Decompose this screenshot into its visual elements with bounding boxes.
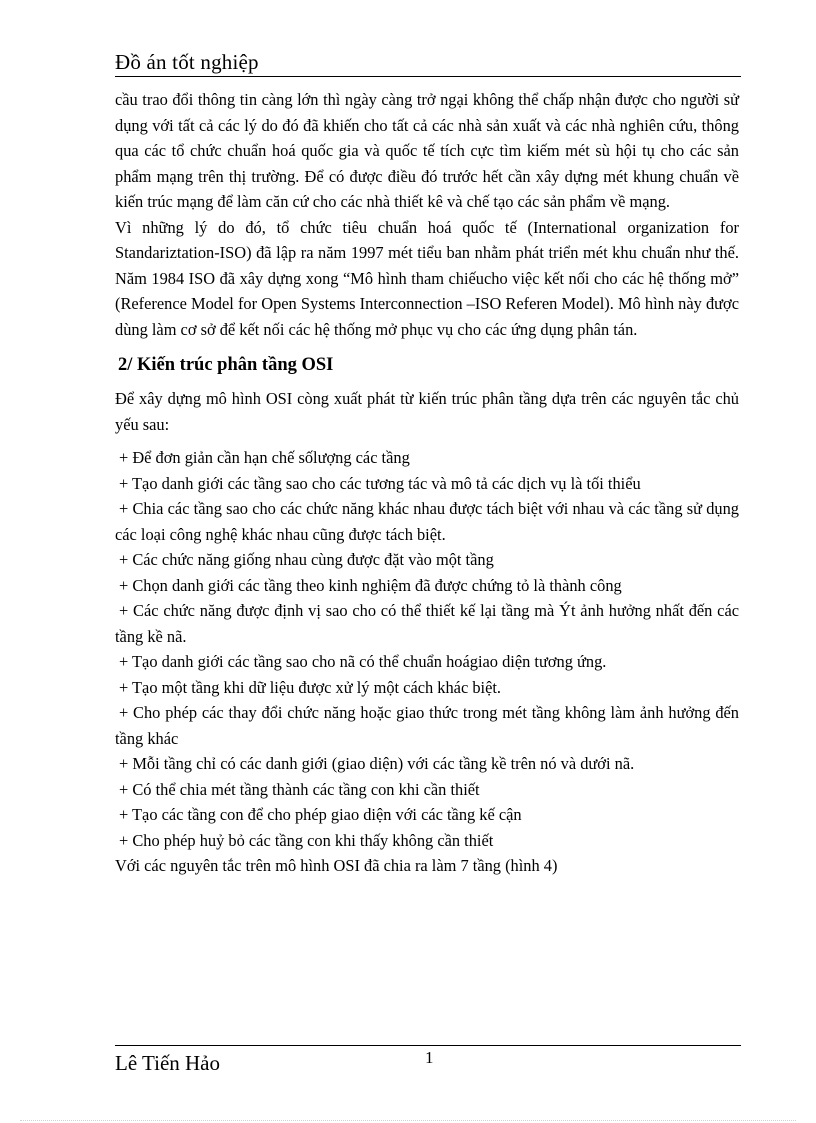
document-body [115, 87, 739, 879]
intro-paragraph-1: cầu trao đổi thông tin càng lớn thì ngày càng trở ngại không thể chấp nhận được cho người sử dụng với tất cả các lý do đó đã khiến cho tất cả các nhà sản xuất và các nhà nghiên cứu, thông qua các tổ chức chuẩn hoá quốc gia và quốc tế tích cực tìm kiếm mét sù hội tụ cho các sản phẩm mạng trên thị trường. Để có được điều đó trước hết cần xây dựng mét khung chuẩn về kiến trúc mạng để làm căn cứ cho các nhà thiết kê và chế tạo các sản phẩm về mạng. [115, 90, 739, 211]
footer-rule [115, 1045, 741, 1046]
list-item: + Để đơn giản cần hạn chế sốlượng các tầng [119, 448, 410, 467]
page-edge-divider [20, 1120, 796, 1121]
section-heading: 2/ Kiến trúc phân tầng OSI [118, 355, 334, 375]
list-item: + Có thể chia mét tầng thành các tầng con khi cần thiết [119, 779, 480, 799]
list-item: + Tạo danh giới các tầng sao cho các tương tác và mô tả các dịch vụ là tối thiểu [119, 473, 641, 493]
list-item: + Tạo danh giới các tầng sao cho nã có thể chuẩn hoágiao diện tương ứng. [119, 652, 607, 671]
header-rule [115, 76, 741, 77]
section-lead: Để xây dựng mô hình OSI còng xuất phát từ kiến trúc phân tầng dựa trên các nguyên tắc chủ yếu sau: [115, 389, 739, 434]
list-item: + Tạo một tầng khi dữ liệu được xử lý một cách khác biệt. [119, 677, 502, 697]
page-number: 1 [425, 1048, 434, 1067]
list-item: + Cho phép các thay đổi chức năng hoặc giao thức trong mét tầng không làm ảnh hưởng đến tầng khác [115, 703, 739, 748]
header-title: Đồ án tốt nghiệp [115, 50, 259, 74]
list-item: + Cho phép huỷ bỏ các tầng con khi thấy không cần thiết [119, 830, 494, 850]
list-item: + Các chức năng giống nhau cùng được đặt vào một tầng [119, 550, 494, 569]
list-item: + Chọn danh giới các tầng theo kinh nghiệm đã được chứng tỏ là thành công [119, 575, 622, 595]
intro-paragraph-2: Vì những lý do đó, tổ chức tiêu chuẩn hoá quốc tế (International organization for Standariztation-ISO) đã lập ra năm 1997 mét tiểu ban nhằm phát triển mét khu chuẩn như thế. Năm 1984 ISO đã xây dựng xong “Mô hình tham chiếucho việc kết nối cho các hệ thống mở” (Reference Model for Open Systems Interconnection –ISO Referen Model). Mô hình này được dùng làm cơ sở để kết nối các hệ thống mở phục vụ cho các ứng dụng phân tán. [115, 217, 739, 339]
footer-author: Lê Tiến Hảo [115, 1051, 220, 1075]
list-item: + Chia các tầng sao cho các chức năng khác nhau được tách biệt với nhau và các tầng sử dụng các loại công nghệ khác nhau cũng được tách biệt. [115, 499, 739, 544]
closing-paragraph: Với các nguyên tắc trên mô hình OSI đã chia ra làm 7 tầng (hình 4) [115, 856, 558, 875]
page-header [115, 50, 741, 74]
principles-list [115, 445, 739, 853]
list-item: + Các chức năng được định vị sao cho có thể thiết kế lại tầng mà Ýt ảnh hưởng nhất đến các tầng kề nã. [115, 601, 739, 646]
list-item: + Mỗi tầng chỉ có các danh giới (giao diện) với các tầng kề trên nó và dưới nã. [119, 754, 635, 773]
list-item: + Tạo các tầng con để cho phép giao diện với các tầng kế cận [119, 805, 522, 824]
